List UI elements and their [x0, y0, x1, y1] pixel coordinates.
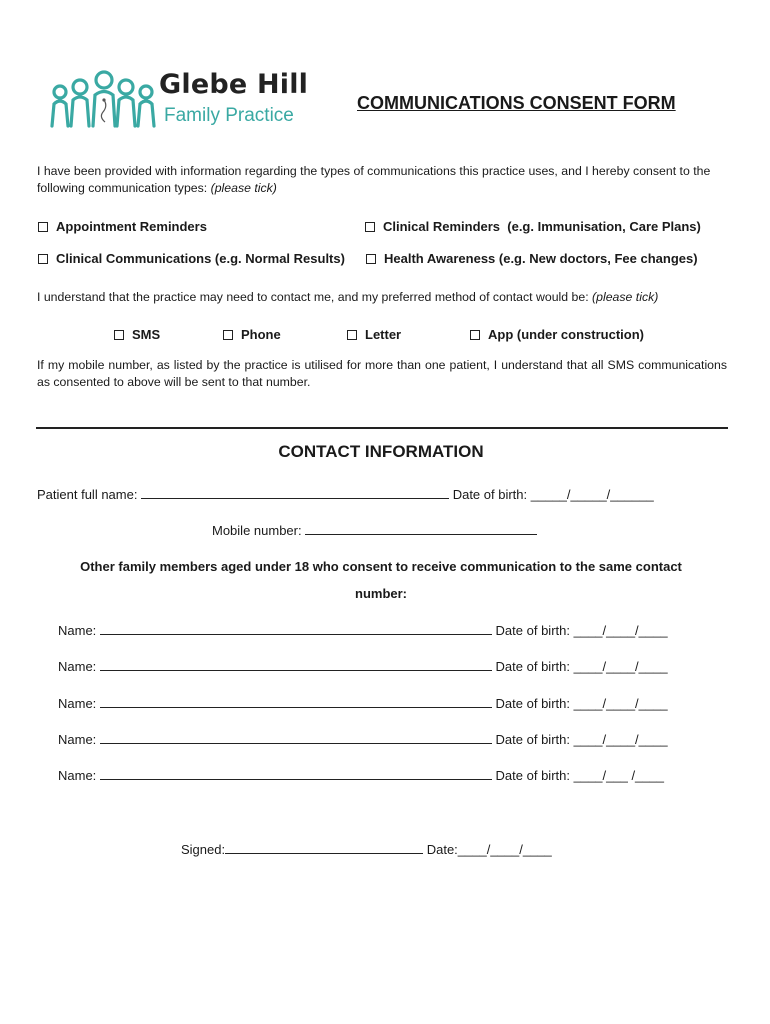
checkbox-label: Clinical Communications (e.g. Normal Results)	[56, 251, 345, 266]
checkbox-clinical-reminders[interactable]	[365, 219, 701, 234]
logo-subtitle: Family Practice	[164, 105, 294, 126]
patient-name-input[interactable]	[141, 486, 449, 499]
family-member-row	[58, 622, 668, 638]
intro-note: (please tick)	[210, 181, 277, 195]
member-dob-input[interactable]: ____/____/____	[573, 732, 668, 747]
checkbox-square[interactable]	[114, 330, 124, 340]
patient-dob-input[interactable]: _____/_____/______	[530, 487, 654, 502]
checkbox-clinical-communications[interactable]	[38, 251, 345, 266]
sign-date-input[interactable]: ____/____/____	[457, 842, 552, 857]
checkbox-square[interactable]	[38, 222, 48, 232]
member-name-input[interactable]	[100, 731, 492, 744]
member-name-label: Name:	[58, 623, 97, 638]
family-heading-line2: number:	[355, 586, 407, 601]
checkbox-square[interactable]	[365, 222, 375, 232]
family-member-row	[58, 767, 664, 783]
member-name-input[interactable]	[100, 622, 492, 635]
member-name-input[interactable]	[100, 695, 492, 708]
checkbox-label: App (under construction)	[488, 327, 644, 342]
checkbox-label: Clinical Reminders (e.g. Immunisation, Care Plans)	[383, 219, 701, 234]
checkbox-square[interactable]	[470, 330, 480, 340]
sms-note: If my mobile number, as listed by the practice is utilised for more than one patient, I understand that all SMS communications as consented to above will be sent to that number.	[37, 358, 727, 389]
intro-text: I have been provided with information regarding the types of communications this practice uses, and I hereby consent to the following communication types:	[37, 164, 711, 195]
checkbox-sms[interactable]	[114, 327, 160, 342]
family-heading-line1: Other family members aged under 18 who consent to receive communication to the same contact	[80, 559, 682, 574]
intro-paragraph	[37, 163, 729, 197]
mobile-label: Mobile number:	[212, 523, 302, 538]
member-name-label: Name:	[58, 768, 97, 783]
section-divider	[36, 427, 728, 429]
checkbox-square[interactable]	[366, 254, 376, 264]
contact-method-paragraph	[37, 289, 658, 306]
patient-name-label: Patient full name:	[37, 487, 138, 502]
family-member-row	[58, 731, 668, 747]
member-dob-label: Date of birth:	[495, 623, 570, 638]
member-dob-label: Date of birth:	[495, 732, 570, 747]
family-member-row	[58, 695, 668, 711]
checkbox-appointment-reminders[interactable]	[38, 219, 207, 234]
family-figures-icon	[48, 70, 156, 130]
member-dob-input[interactable]: ____/____/____	[573, 696, 668, 711]
checkbox-label: Health Awareness (e.g. New doctors, Fee changes)	[384, 251, 698, 266]
signed-label: Signed:	[181, 842, 226, 857]
checkbox-square[interactable]	[38, 254, 48, 264]
checkbox-square[interactable]	[347, 330, 357, 340]
family-member-row	[58, 658, 668, 674]
contact-section-title: CONTACT INFORMATION	[278, 442, 484, 461]
member-name-label: Name:	[58, 659, 97, 674]
signature-row	[181, 841, 552, 857]
patient-name-row	[37, 486, 654, 502]
practice-logo	[48, 70, 313, 130]
member-dob-input[interactable]: ____/___ /____	[573, 768, 664, 783]
member-name-label: Name:	[58, 696, 97, 711]
checkbox-label: SMS	[132, 327, 161, 342]
member-dob-label: Date of birth:	[495, 696, 570, 711]
mobile-row	[212, 522, 537, 538]
mobile-number-input[interactable]	[305, 522, 537, 535]
sign-date-label: Date:	[426, 842, 458, 857]
member-name-input[interactable]	[100, 658, 492, 671]
checkbox-square[interactable]	[223, 330, 233, 340]
checkbox-label: Letter	[365, 327, 402, 342]
member-name-label: Name:	[58, 732, 97, 747]
checkbox-health-awareness[interactable]	[366, 251, 698, 266]
checkbox-letter[interactable]	[347, 327, 401, 342]
member-dob-label: Date of birth:	[495, 768, 570, 783]
signature-input[interactable]	[225, 841, 423, 854]
contact-method-text: I understand that the practice may need to contact me, and my preferred method of contact would be:	[37, 290, 589, 304]
checkbox-phone[interactable]	[223, 327, 281, 342]
checkbox-label: Appointment Reminders	[56, 219, 207, 234]
contact-method-note: (please tick)	[592, 290, 659, 304]
member-dob-label: Date of birth:	[495, 659, 570, 674]
checkbox-app[interactable]	[470, 327, 644, 342]
member-dob-input[interactable]: ____/____/____	[573, 623, 668, 638]
logo-title: Glebe Hill	[159, 69, 309, 100]
member-dob-input[interactable]: ____/____/____	[573, 659, 668, 674]
member-name-input[interactable]	[100, 767, 492, 780]
checkbox-label: Phone	[241, 327, 281, 342]
patient-dob-label: Date of birth:	[452, 487, 528, 502]
form-title: COMMUNICATIONS CONSENT FORM	[357, 93, 676, 113]
